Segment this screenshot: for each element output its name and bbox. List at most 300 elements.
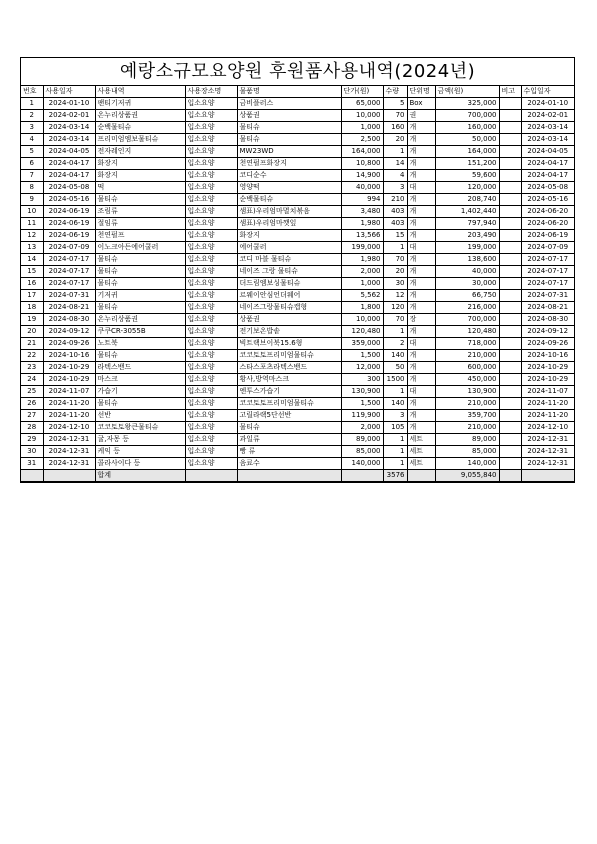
cell-unit: 대	[407, 242, 435, 254]
cell-quantity: 70	[383, 314, 407, 326]
cell-row-number: 4	[21, 134, 43, 146]
cell-usage-date: 2024-09-12	[43, 326, 95, 338]
page-title: 예랑소규모요양원 후원품사용내역(2024년)	[21, 58, 574, 86]
cell-note	[499, 206, 521, 218]
cell-income-date: 2024-08-30	[521, 314, 574, 326]
cell-usage-date: 2024-06-19	[43, 206, 95, 218]
cell-income-date: 2024-06-19	[521, 230, 574, 242]
table-row	[21, 302, 574, 314]
cell-usage-date: 2024-06-19	[43, 218, 95, 230]
cell-note	[499, 146, 521, 158]
cell-unit: 개	[407, 170, 435, 182]
cell-amount: 1,402,440	[435, 206, 499, 218]
cell-usage-place: 입소요양	[185, 158, 237, 170]
cell-usage-date: 2024-08-21	[43, 302, 95, 314]
cell-note	[499, 338, 521, 350]
cell-quantity: 15	[383, 230, 407, 242]
cell-usage-date: 2024-04-05	[43, 146, 95, 158]
cell-quantity: 1	[383, 242, 407, 254]
cell-item-name: 금비플러스	[237, 98, 341, 110]
cell-unit-price: 65,000	[341, 98, 383, 110]
cell-usage-place: 입소요양	[185, 110, 237, 122]
cell-unit: 개	[407, 122, 435, 134]
cell-unit-price: 2,000	[341, 422, 383, 434]
table-row	[21, 182, 574, 194]
cell-item-name: 과일류	[237, 434, 341, 446]
cell-unit-price: 130,900	[341, 386, 383, 398]
cell-usage-detail: 떡	[95, 182, 185, 194]
cell-usage-place: 입소요양	[185, 146, 237, 158]
cell-income-date: 2024-07-17	[521, 266, 574, 278]
total-unit-price	[341, 470, 383, 482]
cell-income-date: 2024-07-09	[521, 242, 574, 254]
table-row	[21, 254, 574, 266]
cell-unit-price: 10,000	[341, 110, 383, 122]
cell-usage-detail: 코코토토왕큰물티슈	[95, 422, 185, 434]
cell-usage-place: 입소요양	[185, 170, 237, 182]
column-header-usage-detail: 사용내역	[95, 86, 185, 98]
cell-income-date: 2024-11-20	[521, 410, 574, 422]
column-header-quantity: 수량	[383, 86, 407, 98]
table-row	[21, 374, 574, 386]
cell-unit: 개	[407, 194, 435, 206]
cell-unit: 개	[407, 266, 435, 278]
cell-quantity: 12	[383, 290, 407, 302]
cell-note	[499, 182, 521, 194]
cell-unit: 개	[407, 158, 435, 170]
cell-unit-price: 89,000	[341, 434, 383, 446]
cell-item-name: 샘표)우리엄마멸치볶음	[237, 206, 341, 218]
cell-item-name: 순백물티슈	[237, 194, 341, 206]
cell-quantity: 14	[383, 158, 407, 170]
total-row	[21, 470, 574, 482]
cell-unit-price: 1,000	[341, 122, 383, 134]
cell-quantity: 1	[383, 446, 407, 458]
cell-row-number: 25	[21, 386, 43, 398]
cell-unit-price: 13,566	[341, 230, 383, 242]
cell-unit-price: 1,980	[341, 218, 383, 230]
cell-quantity: 3	[383, 410, 407, 422]
cell-unit: 대	[407, 386, 435, 398]
cell-amount: 140,000	[435, 458, 499, 470]
cell-unit-price: 164,000	[341, 146, 383, 158]
table-row	[21, 158, 574, 170]
cell-item-name: 에어쿨러	[237, 242, 341, 254]
cell-item-name: 네이즈 그랑 물티슈	[237, 266, 341, 278]
cell-unit: 개	[407, 254, 435, 266]
cell-usage-detail: 물티슈	[95, 278, 185, 290]
total-usage-detail: 합계	[95, 470, 185, 482]
cell-amount: 59,600	[435, 170, 499, 182]
cell-item-name: 르웨이안심언더웨어	[237, 290, 341, 302]
total-item-name	[237, 470, 341, 482]
column-header-usage-date: 사용일자	[43, 86, 95, 98]
total-amount: 9,055,840	[435, 470, 499, 482]
table-row	[21, 422, 574, 434]
cell-note	[499, 110, 521, 122]
cell-item-name: 스타스포츠라텍스밴드	[237, 362, 341, 374]
cell-unit: 개	[407, 398, 435, 410]
cell-item-name: 빵 류	[237, 446, 341, 458]
cell-quantity: 160	[383, 122, 407, 134]
cell-amount: 208,740	[435, 194, 499, 206]
cell-unit: 세트	[407, 446, 435, 458]
cell-note	[499, 134, 521, 146]
cell-amount: 359,700	[435, 410, 499, 422]
cell-unit-price: 1,800	[341, 302, 383, 314]
cell-amount: 160,000	[435, 122, 499, 134]
cell-note	[499, 410, 521, 422]
cell-row-number: 11	[21, 218, 43, 230]
cell-quantity: 1	[383, 434, 407, 446]
cell-usage-detail: 콜라사이다 등	[95, 458, 185, 470]
cell-quantity: 1	[383, 326, 407, 338]
cell-amount: 718,000	[435, 338, 499, 350]
cell-usage-detail: 천연펄프	[95, 230, 185, 242]
cell-unit: 개	[407, 350, 435, 362]
cell-quantity: 2	[383, 338, 407, 350]
total-unit	[407, 470, 435, 482]
column-header-income-date: 수입일자	[521, 86, 574, 98]
cell-usage-place: 입소요양	[185, 386, 237, 398]
column-header-row-number: 번호	[21, 86, 43, 98]
cell-amount: 89,000	[435, 434, 499, 446]
cell-income-date: 2024-10-16	[521, 350, 574, 362]
cell-unit: 개	[407, 374, 435, 386]
cell-income-date: 2024-07-17	[521, 278, 574, 290]
cell-income-date: 2024-05-16	[521, 194, 574, 206]
cell-note	[499, 278, 521, 290]
table-row	[21, 386, 574, 398]
cell-quantity: 30	[383, 278, 407, 290]
cell-row-number: 3	[21, 122, 43, 134]
cell-quantity: 1500	[383, 374, 407, 386]
cell-note	[499, 398, 521, 410]
cell-usage-place: 입소요양	[185, 422, 237, 434]
cell-item-name: 코디순수	[237, 170, 341, 182]
cell-amount: 66,750	[435, 290, 499, 302]
cell-row-number: 6	[21, 158, 43, 170]
table-row	[21, 134, 574, 146]
cell-row-number: 13	[21, 242, 43, 254]
cell-row-number: 28	[21, 422, 43, 434]
cell-unit: 장	[407, 314, 435, 326]
cell-quantity: 1	[383, 386, 407, 398]
cell-usage-date: 2024-01-10	[43, 98, 95, 110]
table-row	[21, 314, 574, 326]
cell-usage-date: 2024-03-14	[43, 122, 95, 134]
cell-note	[499, 266, 521, 278]
cell-usage-place: 입소요양	[185, 338, 237, 350]
table-header-row	[21, 86, 574, 98]
cell-amount: 164,000	[435, 146, 499, 158]
cell-note	[499, 254, 521, 266]
column-header-note: 비고	[499, 86, 521, 98]
cell-note	[499, 290, 521, 302]
cell-amount: 700,000	[435, 110, 499, 122]
cell-usage-date: 2024-05-16	[43, 194, 95, 206]
cell-usage-date: 2024-12-31	[43, 458, 95, 470]
cell-unit: 권	[407, 110, 435, 122]
cell-amount: 325,000	[435, 98, 499, 110]
cell-usage-date: 2024-08-30	[43, 314, 95, 326]
cell-unit: Box	[407, 98, 435, 110]
cell-row-number: 19	[21, 314, 43, 326]
cell-usage-detail: 온누리상품권	[95, 314, 185, 326]
cell-unit: 개	[407, 326, 435, 338]
cell-usage-detail: 라텍스밴드	[95, 362, 185, 374]
cell-income-date: 2024-03-14	[521, 122, 574, 134]
cell-item-name: 천연펄프화장지	[237, 158, 341, 170]
cell-quantity: 20	[383, 266, 407, 278]
cell-item-name: MW23WD	[237, 146, 341, 158]
cell-unit: 개	[407, 230, 435, 242]
cell-usage-place: 입소요양	[185, 290, 237, 302]
table-row	[21, 326, 574, 338]
table-row	[21, 458, 574, 470]
cell-usage-date: 2024-11-07	[43, 386, 95, 398]
cell-quantity: 70	[383, 110, 407, 122]
cell-amount: 700,000	[435, 314, 499, 326]
cell-usage-detail: 온누리상품권	[95, 110, 185, 122]
cell-usage-detail: 순백물티슈	[95, 122, 185, 134]
table-row	[21, 194, 574, 206]
cell-unit: 개	[407, 206, 435, 218]
table-row	[21, 170, 574, 182]
cell-usage-detail: 팬티기저귀	[95, 98, 185, 110]
cell-usage-detail: 전자레인지	[95, 146, 185, 158]
cell-note	[499, 218, 521, 230]
table-row	[21, 242, 574, 254]
cell-item-name: 물티슈	[237, 134, 341, 146]
cell-unit-price: 140,000	[341, 458, 383, 470]
cell-usage-detail: 물티슈	[95, 254, 185, 266]
cell-usage-detail: 화장지	[95, 170, 185, 182]
cell-usage-date: 2024-12-31	[43, 446, 95, 458]
cell-row-number: 30	[21, 446, 43, 458]
table-row	[21, 410, 574, 422]
column-header-unit-price: 단가(원)	[341, 86, 383, 98]
cell-item-name: 상품권	[237, 110, 341, 122]
cell-unit-price: 1,000	[341, 278, 383, 290]
cell-usage-detail: 절임류	[95, 218, 185, 230]
table-row	[21, 362, 574, 374]
table-row	[21, 98, 574, 110]
cell-amount: 120,480	[435, 326, 499, 338]
cell-usage-date: 2024-07-17	[43, 254, 95, 266]
report-sheet	[20, 57, 575, 483]
cell-amount: 50,000	[435, 134, 499, 146]
cell-quantity: 403	[383, 206, 407, 218]
cell-usage-date: 2024-03-14	[43, 134, 95, 146]
cell-quantity: 5	[383, 98, 407, 110]
cell-usage-place: 입소요양	[185, 398, 237, 410]
cell-item-name: 코코토토프리미엄물티슈	[237, 350, 341, 362]
cell-usage-place: 입소요양	[185, 98, 237, 110]
cell-row-number: 9	[21, 194, 43, 206]
cell-note	[499, 98, 521, 110]
cell-amount: 216,000	[435, 302, 499, 314]
cell-amount: 40,000	[435, 266, 499, 278]
cell-usage-detail: 쿠쿠CR-3055B	[95, 326, 185, 338]
cell-row-number: 10	[21, 206, 43, 218]
cell-unit-price: 40,000	[341, 182, 383, 194]
cell-row-number: 17	[21, 290, 43, 302]
cell-income-date: 2024-11-07	[521, 386, 574, 398]
table-row	[21, 230, 574, 242]
cell-income-date: 2024-04-05	[521, 146, 574, 158]
cell-amount: 138,600	[435, 254, 499, 266]
column-header-item-name: 물품명	[237, 86, 341, 98]
cell-row-number: 21	[21, 338, 43, 350]
cell-item-name: 엔투스가습기	[237, 386, 341, 398]
cell-income-date: 2024-05-08	[521, 182, 574, 194]
cell-amount: 199,000	[435, 242, 499, 254]
cell-usage-place: 입소요양	[185, 350, 237, 362]
cell-usage-place: 입소요양	[185, 122, 237, 134]
cell-amount: 210,000	[435, 398, 499, 410]
cell-quantity: 4	[383, 170, 407, 182]
table-row	[21, 206, 574, 218]
cell-usage-detail: 물티슈	[95, 266, 185, 278]
table-row	[21, 446, 574, 458]
cell-row-number: 16	[21, 278, 43, 290]
cell-item-name: 코코토토프리미엄물티슈	[237, 398, 341, 410]
cell-note	[499, 350, 521, 362]
cell-unit-price: 10,000	[341, 314, 383, 326]
cell-usage-detail: 가습기	[95, 386, 185, 398]
cell-unit-price: 120,480	[341, 326, 383, 338]
cell-unit: 개	[407, 410, 435, 422]
cell-row-number: 12	[21, 230, 43, 242]
cell-row-number: 8	[21, 182, 43, 194]
cell-usage-place: 입소요양	[185, 230, 237, 242]
cell-item-name: 황사,방역마스크	[237, 374, 341, 386]
cell-note	[499, 242, 521, 254]
cell-usage-place: 입소요양	[185, 302, 237, 314]
cell-item-name: 음료수	[237, 458, 341, 470]
cell-unit-price: 1,980	[341, 254, 383, 266]
table-row	[21, 218, 574, 230]
total-usage-place	[185, 470, 237, 482]
cell-note	[499, 374, 521, 386]
cell-income-date: 2024-12-31	[521, 434, 574, 446]
cell-usage-place: 입소요양	[185, 218, 237, 230]
cell-income-date: 2024-01-10	[521, 98, 574, 110]
cell-usage-place: 입소요양	[185, 242, 237, 254]
cell-note	[499, 446, 521, 458]
cell-income-date: 2024-10-29	[521, 362, 574, 374]
cell-income-date: 2024-02-01	[521, 110, 574, 122]
cell-usage-date: 2024-10-29	[43, 374, 95, 386]
cell-unit-price: 2,000	[341, 266, 383, 278]
cell-note	[499, 302, 521, 314]
cell-item-name: 영양떡	[237, 182, 341, 194]
cell-item-name: 물티슈	[237, 122, 341, 134]
cell-income-date: 2024-03-14	[521, 134, 574, 146]
cell-usage-date: 2024-07-31	[43, 290, 95, 302]
total-income-date	[521, 470, 574, 482]
cell-note	[499, 434, 521, 446]
cell-unit: 개	[407, 134, 435, 146]
cell-unit-price: 5,562	[341, 290, 383, 302]
cell-income-date: 2024-12-31	[521, 458, 574, 470]
cell-unit-price: 2,500	[341, 134, 383, 146]
cell-income-date: 2024-08-21	[521, 302, 574, 314]
cell-note	[499, 458, 521, 470]
table-row	[21, 398, 574, 410]
cell-item-name: 고릴라랙5단선반	[237, 410, 341, 422]
cell-row-number: 5	[21, 146, 43, 158]
cell-quantity: 210	[383, 194, 407, 206]
cell-unit-price: 1,500	[341, 350, 383, 362]
total-usage-date	[43, 470, 95, 482]
cell-unit-price: 119,900	[341, 410, 383, 422]
cell-row-number: 26	[21, 398, 43, 410]
cell-amount: 600,000	[435, 362, 499, 374]
cell-row-number: 18	[21, 302, 43, 314]
cell-note	[499, 158, 521, 170]
cell-row-number: 14	[21, 254, 43, 266]
cell-note	[499, 122, 521, 134]
cell-usage-detail: 선반	[95, 410, 185, 422]
cell-unit: 세트	[407, 458, 435, 470]
cell-usage-detail: 마스크	[95, 374, 185, 386]
cell-item-name: 코디 마블 물티슈	[237, 254, 341, 266]
cell-quantity: 3	[383, 182, 407, 194]
cell-usage-date: 2024-07-17	[43, 266, 95, 278]
cell-amount: 210,000	[435, 422, 499, 434]
cell-item-name: 더드림엠보싱물티슈	[237, 278, 341, 290]
cell-row-number: 24	[21, 374, 43, 386]
total-row-number	[21, 470, 43, 482]
cell-usage-date: 2024-06-19	[43, 230, 95, 242]
cell-usage-date: 2024-05-08	[43, 182, 95, 194]
column-header-amount: 금액(원)	[435, 86, 499, 98]
table-row	[21, 110, 574, 122]
cell-quantity: 50	[383, 362, 407, 374]
table-row	[21, 278, 574, 290]
cell-unit-price: 300	[341, 374, 383, 386]
cell-item-name: 화장지	[237, 230, 341, 242]
cell-usage-place: 입소요양	[185, 446, 237, 458]
cell-usage-date: 2024-12-31	[43, 434, 95, 446]
cell-usage-detail: 물티슈	[95, 194, 185, 206]
cell-usage-detail: 물티슈	[95, 302, 185, 314]
cell-usage-place: 입소요양	[185, 326, 237, 338]
cell-quantity: 120	[383, 302, 407, 314]
cell-unit-price: 12,000	[341, 362, 383, 374]
cell-unit-price: 1,500	[341, 398, 383, 410]
table-row	[21, 434, 574, 446]
usage-table	[21, 86, 574, 482]
cell-usage-place: 입소요양	[185, 254, 237, 266]
cell-usage-date: 2024-11-20	[43, 410, 95, 422]
table-row	[21, 122, 574, 134]
cell-usage-place: 입소요양	[185, 266, 237, 278]
cell-income-date: 2024-09-26	[521, 338, 574, 350]
cell-row-number: 23	[21, 362, 43, 374]
table-row	[21, 290, 574, 302]
cell-income-date: 2024-10-29	[521, 374, 574, 386]
cell-usage-detail: 물티슈	[95, 398, 185, 410]
cell-usage-date: 2024-07-17	[43, 278, 95, 290]
cell-income-date: 2024-06-20	[521, 206, 574, 218]
cell-usage-place: 입소요양	[185, 362, 237, 374]
cell-note	[499, 230, 521, 242]
cell-usage-date: 2024-07-09	[43, 242, 95, 254]
cell-item-name: 네이즈그랑물티슈캡형	[237, 302, 341, 314]
